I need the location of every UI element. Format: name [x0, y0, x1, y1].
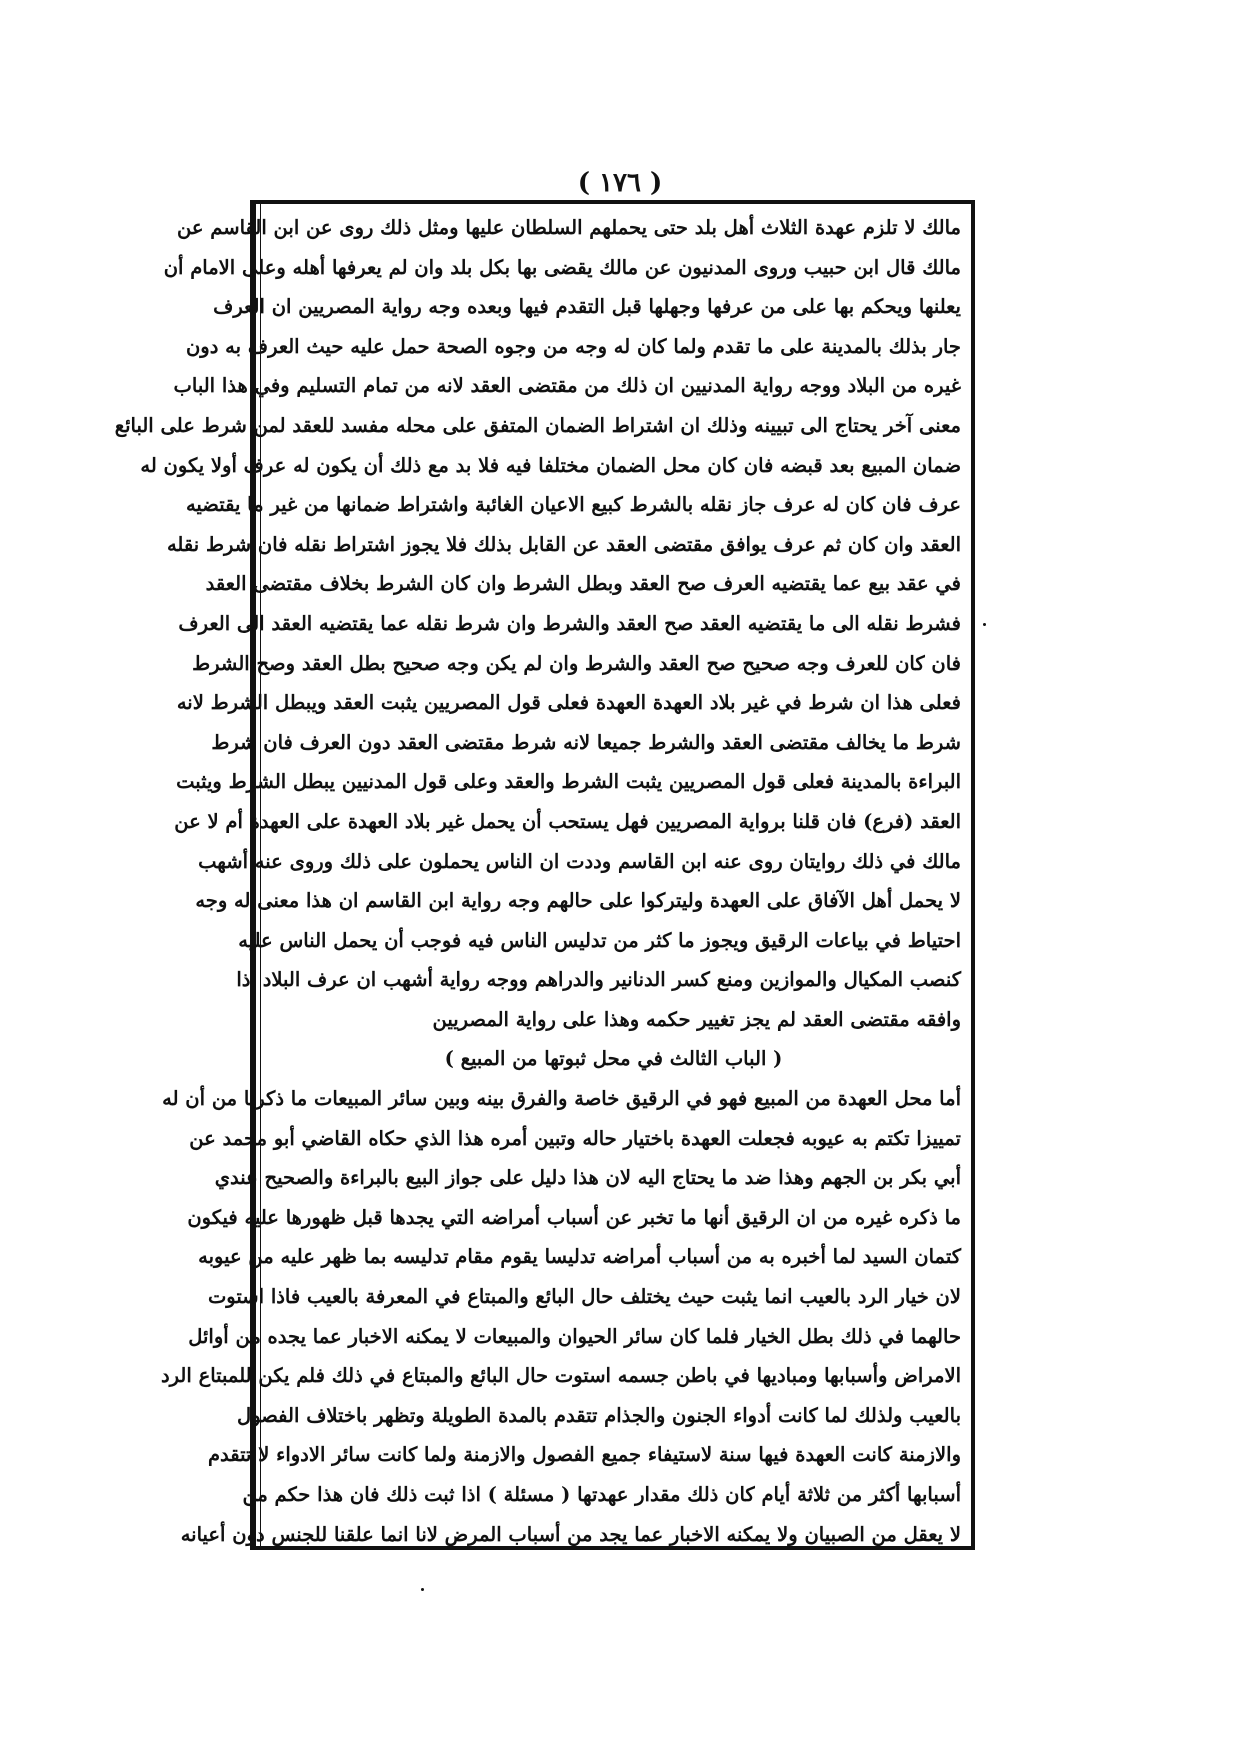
text-line: كتمان السيد لما أخبره به من أسباب أمراضه تدليسا يقوم مقام تدليسه بما ظهر عليه من عيوبه	[198, 1245, 961, 1269]
text-line: أما محل العهدة من المبيع فهو في الرقيق خاصة والفرق بينه وبين سائر المبيعات ما ذكرنا من أن له	[162, 1087, 961, 1111]
text-line: ما ذكره غيره من ان الرقيق أنها ما تخبر عن أسباب أمراضه التي يجدها قبل ظهورها عليه فيكون	[187, 1205, 961, 1229]
text-line: ضمان المبيع بعد قبضه فان كان محل الضمان مختلفا فيه فلا بد مع ذلك أن يكون له عرف أولا يكون له	[140, 453, 961, 477]
text-line: معنى آخر يحتاج الى تبيينه وذلك ان اشتراط الضمان المتفق على محله مفسد للعقد لمن شرط على البائع	[114, 413, 961, 437]
text-line: تمييزا تكتم به عيوبه فجعلت العهدة باختيار حاله وتبين أمره هذا الذي حكاه القاضي أبو محمد عن	[189, 1126, 961, 1150]
text-line: لان خيار الرد بالعيب انما يثبت حيث يختلف حال البائع والمبتاع في المعرفة بالعيب فاذا استوت	[207, 1285, 961, 1309]
text-line: البراءة بالمدينة فعلى قول المصريين يثبت الشرط والعقد وعلى قول المدنيين يبطل الشرط ويثبت	[176, 770, 961, 794]
text-line: احتياط في بياعات الرقيق ويجوز ما كثر من تدليس الناس فيه فوجب أن يحمل الناس عليه	[238, 928, 961, 952]
ink-speck	[421, 1588, 424, 1591]
page-number: ( ١٧٦ )	[577, 168, 663, 198]
text-line: أسبابها أكثر من ثلاثة أيام كان ذلك مقدار عهدتها ( مسئلة ) اذا ثبت ذلك فان هذا حكم من	[242, 1483, 961, 1506]
text-line: مالك لا تلزم عهدة الثلاث أهل بلد حتى يحملهم السلطان عليها ومثل ذلك روى عن ابن القاسم عن	[177, 216, 961, 239]
text-line: مالك في ذلك روايتان روى عنه ابن القاسم وددت ان الناس يحملون على ذلك وروى عنه أشهب	[198, 849, 961, 873]
text-line: فعلى هذا ان شرط في غير بلاد العهدة العهدة فعلى قول المصريين يثبت العقد ويبطل الشرط لانه	[176, 691, 961, 715]
text-line: لا يحمل أهل الآفاق على العهدة وليتركوا على حالهم وجه رواية ابن القاسم ان هذا معنى له وجه	[195, 889, 961, 913]
text-line: فان كان للعرف وجه صحيح صح العقد والشرط وان لم يكن وجه صحيح بطل العقد وصح الشرط	[192, 651, 961, 675]
text-line: فشرط نقله الى ما يقتضيه العقد صح العقد والشرط وان شرط نقله عما يقتضيه العقد الى العرف	[178, 611, 961, 635]
text-line: شرط ما يخالف مقتضى العقد والشرط جميعا لانه شرط مقتضى العقد دون العرف فان شرط	[211, 730, 961, 754]
chapter-heading: ( الباب الثالث في محل ثبوتها من المبيع )	[444, 1047, 783, 1071]
text-line: حالهما في ذلك بطل الخيار فلما كان سائر الحيوان والمبيعات لا يمكنه الاخبار عما يجده من أوائل	[188, 1324, 961, 1348]
text-line: عرف فان كان له عرف جاز نقله بالشرط كبيع الاعيان الغائبة واشتراط ضمانها من غير ما يقتضيه	[185, 493, 961, 517]
text-line: العقد وان كان ثم عرف يوافق مقتضى العقد عن القابل بذلك فلا يجوز اشتراط نقله فان شرط نقله	[166, 532, 961, 556]
text-line: كنصب المكيال والموازين ومنع كسر الدنانير والدراهم ووجه رواية أشهب ان عرف البلاد اذا	[236, 968, 961, 992]
text-line: مالك قال ابن حبيب وروى المدنيون عن مالك يقضى بها بكل بلد وان لم يعرفها أهله وعلى الامام أن	[163, 255, 961, 279]
text-line: غيره من البلاد ووجه رواية المدنيين ان ذلك من مقتضى العقد لانه من تمام التسليم وفي هذا الباب	[173, 374, 961, 398]
text-line: يعلنها ويحكم بها على من عرفها وجهلها قبل التقدم فيها وبعده وجه رواية المصريين ان العرف	[213, 295, 961, 319]
text-line: الامراض وأسبابها ومباديها في باطن جسمه استوت حال البائع والمبتاع في ذلك فلم يكن للمبتاع الرد	[160, 1364, 961, 1388]
text-line: في عقد بيع عما يقتضيه العرف صح العقد وبطل الشرط وان كان الشرط بخلاف مقتضى العقد	[205, 572, 961, 596]
text-line: أبي بكر بن الجهم وهذا ضد ما يحتاج اليه لان هذا دليل على جواز البيع بالبراءة والصحيح عندي	[214, 1166, 961, 1190]
text-line: جار بذلك بالمدينة على ما تقدم ولما كان له وجه من وجوه الصحة حمل عليه حيث العرف به دون	[185, 334, 961, 358]
text-line: بالعيب ولذلك لما كانت أدواء الجنون والجذام تتقدم بالمدة الطويلة وتظهر باختلاف الفصول	[237, 1403, 961, 1427]
text-frame	[114, 200, 975, 1550]
text-line: العقد (فرع) فان قلنا برواية المصريين فهل يستحب أن يحمل غير بلاد العهدة على العهدة أم لا عن	[174, 809, 961, 833]
text-line: لا يعقل من الصبيان ولا يمكنه الاخبار عما يجد من أسباب المرض لانا انما علقنا للجنس دون أعيانه	[180, 1522, 961, 1546]
text-line: وافقه مقتضى العقد لم يجز تغيير حكمه وهذا على رواية المصريين	[432, 1007, 961, 1031]
ink-speck	[983, 623, 986, 626]
text-line: والازمنة كانت العهدة فيها سنة لاستيفاء جميع الفصول والازمنة ولما كانت سائر الادواء لا تتقدم	[207, 1443, 961, 1467]
